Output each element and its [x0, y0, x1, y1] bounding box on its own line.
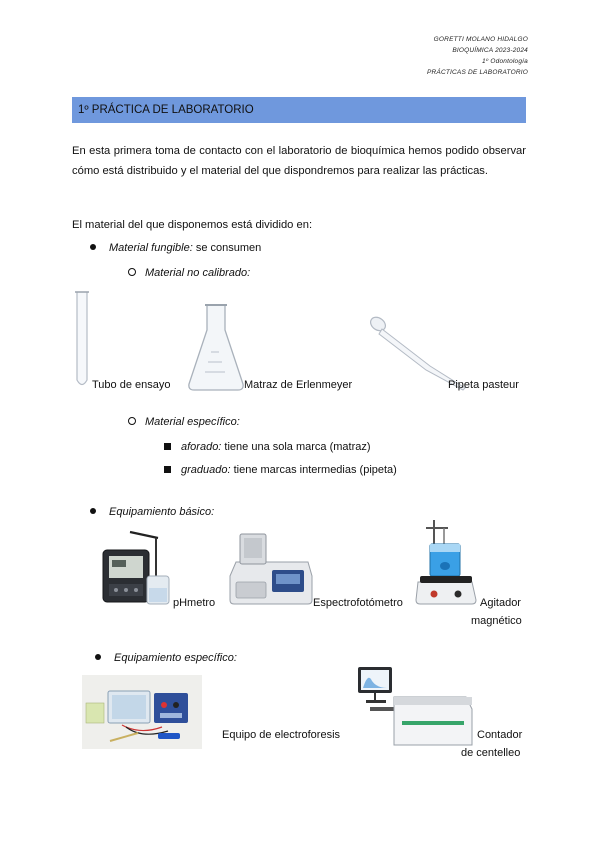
document-header	[328, 34, 528, 78]
ph-meter-image	[100, 528, 175, 608]
caption-pipeta-pasteur: Pipeta pasteur	[448, 379, 519, 391]
caption-phmetro: pHmetro	[173, 597, 216, 609]
caption-contador: Contador	[477, 729, 523, 741]
bullet-square-icon	[164, 466, 171, 473]
caption-espectrofotometro: Espectrofotómetro	[313, 597, 403, 609]
erlenmeyer-flask-image	[186, 302, 246, 392]
material-especifico-label: Material específico:	[145, 416, 240, 428]
header-topic: PRÁCTICAS DE LABORATORIO	[427, 69, 528, 76]
bullet-dot-icon	[90, 508, 96, 514]
no-calibrado-label: Material no calibrado:	[145, 267, 251, 279]
bullet-circle-icon	[128, 417, 136, 425]
list-item-fungible	[109, 240, 261, 256]
section-title: 1º PRÁCTICA DE LABORATORIO	[72, 97, 526, 123]
magnetic-stirrer-image	[414, 518, 480, 608]
electrophoresis-image	[82, 675, 202, 749]
header-course: BIOQUÍMICA 2023-2024	[452, 47, 528, 54]
bullet-square-icon	[164, 443, 171, 450]
graduado-desc: tiene marcas intermedias (pipeta)	[230, 464, 397, 476]
equipamiento-basico-label: Equipamiento básico:	[109, 506, 215, 518]
test-tube-image	[74, 290, 90, 390]
list-item-no-calibrado	[145, 265, 250, 281]
list-item-equipamiento-basico	[109, 504, 214, 520]
intro-paragraph: En esta primera toma de contacto con el laboratorio de bioquímica hemos podido observar cómo está distribuido y el material del que dispondremos para realizar las prácticas.	[72, 145, 526, 177]
caption-matraz-erlenmeyer: Matraz de Erlenmeyer	[244, 379, 353, 391]
fungible-desc: se consumen	[192, 242, 262, 254]
header-degree: 1º Odontología	[481, 58, 528, 65]
list-item-material-especifico	[145, 414, 240, 430]
fungible-label: Material fungible:	[109, 242, 193, 254]
caption-agitador: Agitador	[480, 597, 521, 609]
caption-magnetico: magnético	[471, 615, 522, 627]
caption-de-centelleo: de centelleo	[461, 747, 521, 759]
list-intro: El material del que disponemos está dividido en:	[72, 219, 313, 231]
header-author: GORETTI MOLANO HIDALGO	[433, 36, 528, 43]
list-item-graduado	[181, 462, 397, 478]
graduado-label: graduado:	[181, 464, 231, 476]
bullet-dot-icon	[90, 244, 96, 250]
list-item-equipamiento-especifico	[114, 650, 237, 666]
equipamiento-especifico-label: Equipamiento específico:	[114, 652, 237, 664]
scintillation-counter-image	[350, 663, 476, 751]
aforado-label: aforado:	[181, 441, 222, 453]
list-item-aforado	[181, 439, 371, 455]
bullet-dot-icon	[95, 654, 101, 660]
caption-tubo-ensayo: Tubo de ensayo	[92, 379, 171, 391]
aforado-desc: tiene una sola marca (matraz)	[221, 441, 371, 453]
caption-equipo-electroforesis: Equipo de electroforesis	[222, 729, 341, 741]
spectrophotometer-image	[228, 532, 314, 606]
bullet-circle-icon	[128, 268, 136, 276]
